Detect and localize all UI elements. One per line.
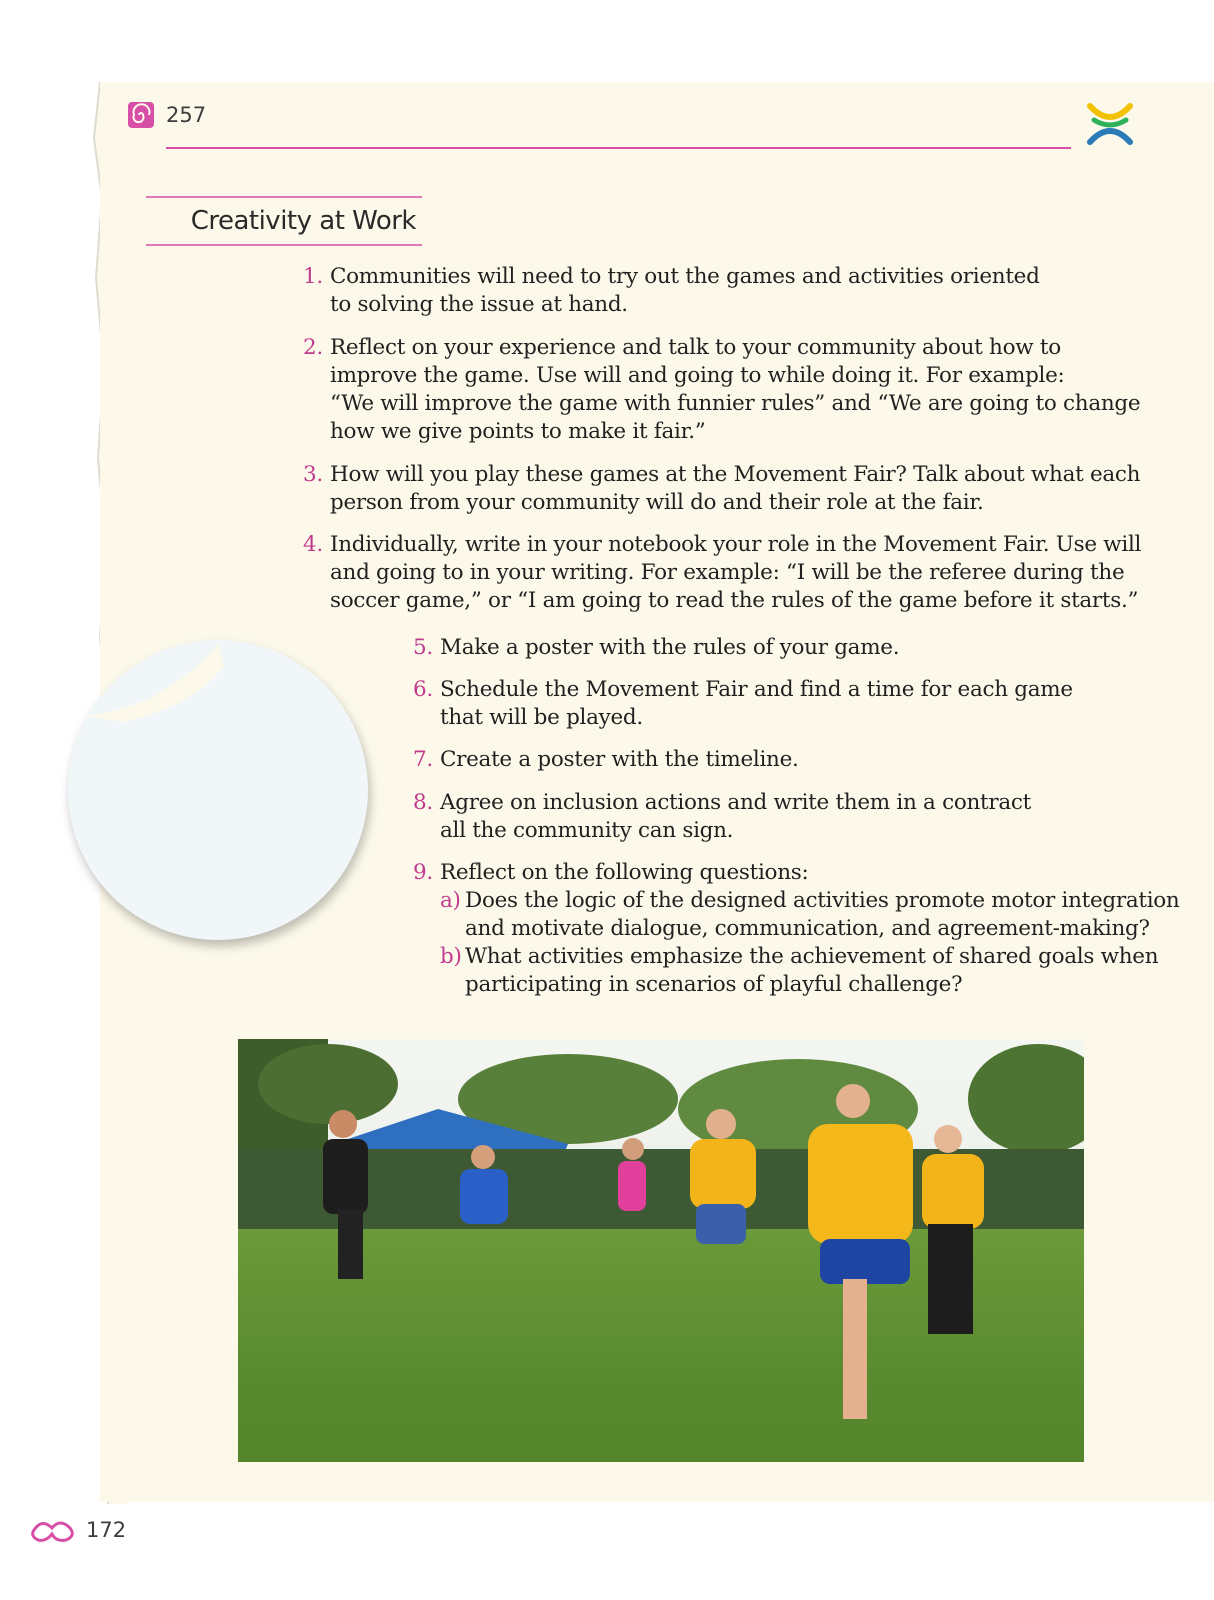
list-item: 6. Schedule the Movement Fair and find a time for each game that will be played.: [413, 677, 1073, 730]
header-page-number: 257: [166, 103, 207, 127]
sub-item: a) Does the logic of the designed activities promote motor integration and motivate dialogue, communication, and agreement-making?: [440, 888, 1180, 941]
spiral-glyph-icon: [126, 100, 156, 130]
sticker-curl: [84, 636, 224, 726]
exercise-class-photo: [238, 1039, 1084, 1462]
list-item: 3. How will you play these games at the Movement Fair? Talk about what each person from your community will do and their role at the fair.: [303, 462, 1141, 515]
section-title: Creativity at Work: [190, 206, 416, 236]
section-title-box: [146, 196, 422, 246]
list-item: 7. Create a poster with the timeline.: [413, 747, 799, 772]
list-item: 9. Reflect on the following questions: a) Does the logic of the designed activities promote motor integration and motivate dialogue, communication, and agreement-making? b) What activities emphasize the achievement of shared goals when participating in scenarios of playful challenge?: [413, 860, 1180, 997]
list-item: 8. Agree on inclusion actions and write them in a contract all the community can sign.: [413, 790, 1031, 843]
list-item: 1. Communities will need to try out the games and activities oriented to solving the issue at hand.: [303, 264, 1040, 317]
people-connect-icon: [1084, 98, 1136, 150]
footer-page-number: 172: [86, 1518, 127, 1542]
list-item: 5. Make a poster with the rules of your game.: [413, 635, 900, 660]
list-item: 2. Reflect on your experience and talk to your community about how to improve the game. Use will and going to while doing it. For example: “We will improve the game with funnier rules” and “We are going to change how we give points to make it fair.”: [303, 335, 1141, 444]
list-item: 4. Individually, write in your notebook your role in the Movement Fair. Use will and going to in your writing. For example: “I will be the referee during the soccer game,” or “I am going to read the rules of the game before it starts.”: [303, 532, 1142, 613]
book-glyph-icon: [30, 1516, 78, 1544]
header-rule: [166, 147, 1071, 149]
sub-item: b) What activities emphasize the achievement of shared goals when participating in scenarios of playful challenge?: [440, 944, 1159, 997]
